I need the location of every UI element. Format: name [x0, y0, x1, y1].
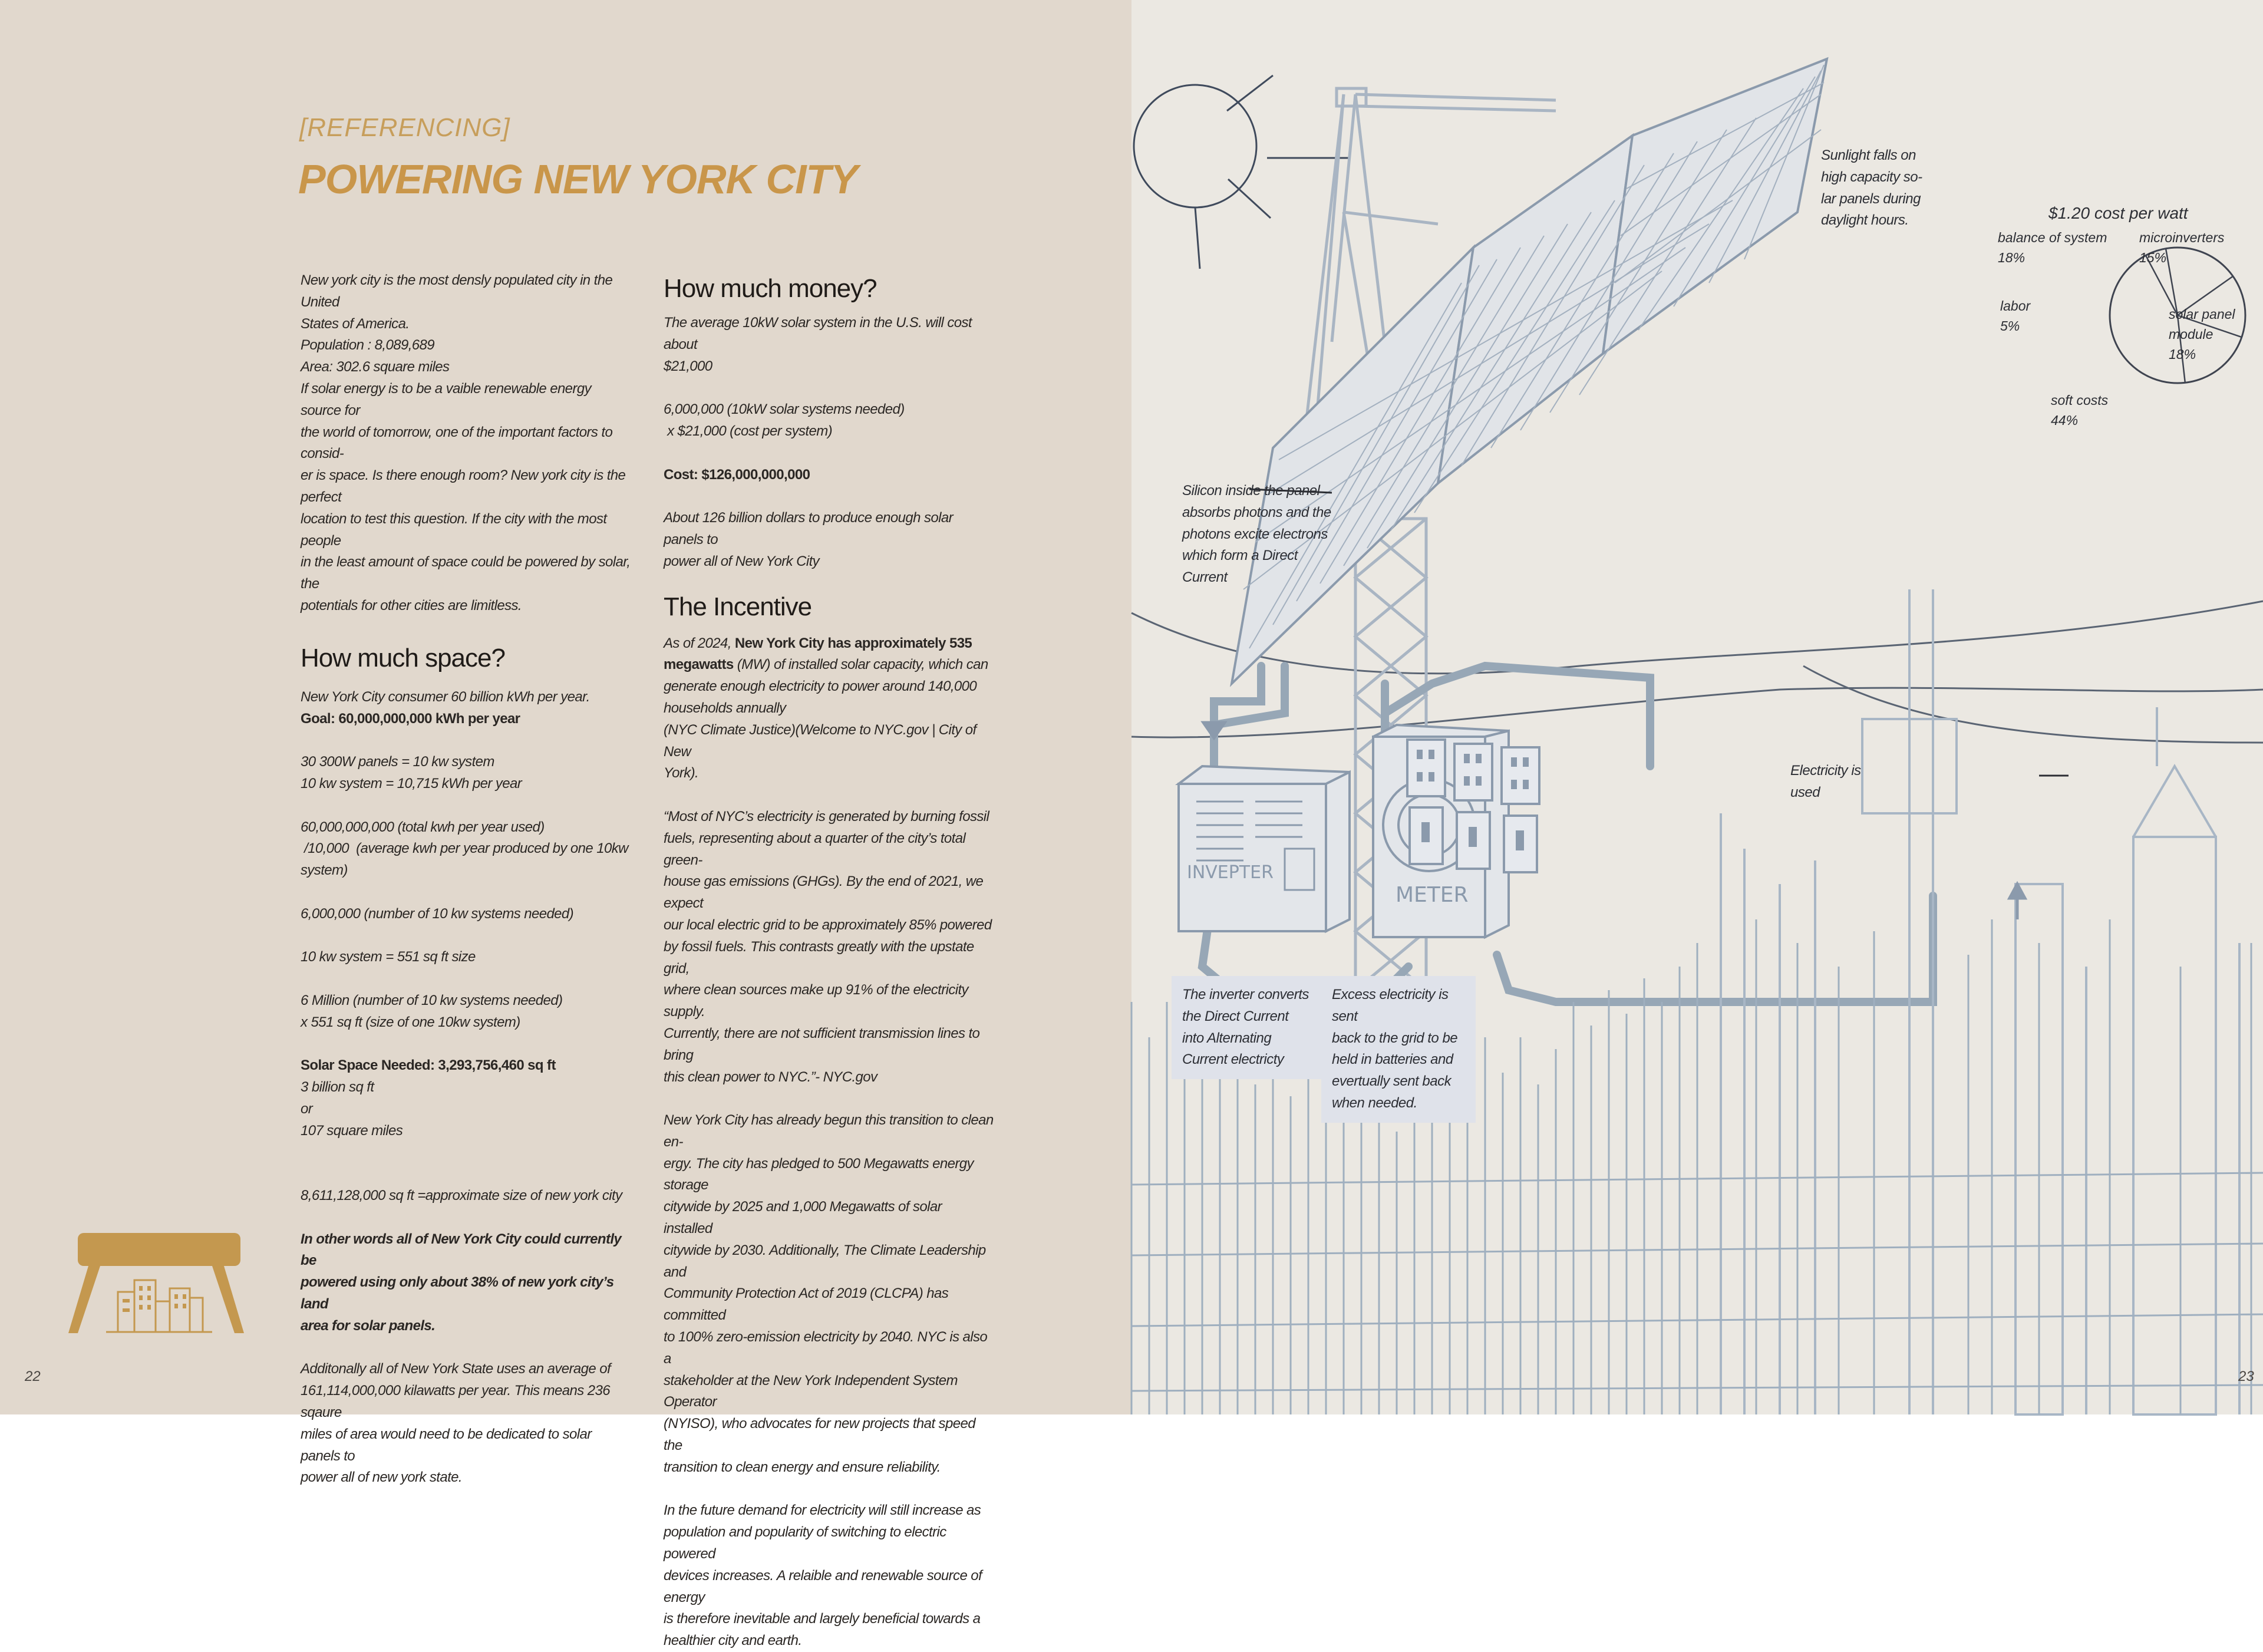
intro-line: the world of tomorrow, one of the important factors to consid-: [301, 424, 613, 462]
annotation-line: The inverter converts: [1182, 987, 1309, 1003]
money-line: 6,000,000 (10kW solar systems needed): [664, 401, 905, 418]
total-line: /10,000 (average kwh per year produced by one 10kw: [301, 840, 628, 857]
page-title: POWERING NEW YORK CITY: [298, 156, 857, 202]
annotation-line: high capacity so-: [1821, 169, 1922, 185]
pie-label-text: microinverters: [2139, 230, 2225, 245]
bold-run: megawatts: [664, 657, 734, 673]
annotation-line: used: [1790, 784, 1820, 800]
intro-line: If solar energy is to be a vaible renewable energy source for: [301, 380, 591, 418]
state-line: Additonally all of New York State uses an average of: [301, 1361, 611, 1377]
pie-label-text: soft costs: [2051, 393, 2109, 408]
incentive-line: (NYC Climate Justice)(Welcome to NYC.gov | City of New: [664, 721, 977, 760]
future-line: healthier city and earth.: [664, 1633, 802, 1649]
money-line: power all of New York City: [664, 553, 820, 569]
approx-line: 3 billion sq ft: [301, 1079, 374, 1096]
annotation-line: the Direct Current: [1182, 1008, 1289, 1024]
right-page: [1132, 0, 2263, 1414]
intro-line: New york city is the most densly populated city in the United: [301, 272, 613, 310]
intro-line: Area: 302.6 square miles: [301, 359, 450, 375]
annotation-line: lar panels during: [1821, 190, 1921, 207]
pie-label-value: 18%: [1998, 250, 2026, 265]
annotation-line: which form a Direct: [1182, 548, 1298, 564]
table-with-city-skyline-icon: [65, 1233, 248, 1339]
pie-label-text: module: [2169, 327, 2213, 342]
electricity-annotation: [1790, 760, 1908, 804]
pie-label-text: solar panel: [2169, 306, 2235, 322]
excess-annotation: [1321, 976, 1476, 1123]
intro-line: location to test this question. If the city with the most people: [301, 510, 607, 549]
future-line: devices increases. A relaible and renewable source of energy: [664, 1567, 982, 1605]
future-line: is therefore inevitable and largely beneficial towards a: [664, 1611, 981, 1627]
total-line: system): [301, 862, 348, 879]
transition-line: Community Protection Act of 2019 (CLCPA) has committed: [664, 1285, 949, 1324]
annotation-line: photons excite electrons: [1182, 526, 1328, 542]
text-run: As of 2024,: [664, 635, 735, 651]
approx-line: 107 square miles: [301, 1122, 403, 1139]
annotation-line: evertually sent back: [1332, 1073, 1452, 1090]
conclusion-line: powered using only about 38% of new york city’s land: [301, 1274, 614, 1313]
annotation-line: into Alternating: [1182, 1030, 1272, 1046]
intro-line: in the least amount of space could be powered by solar, the: [301, 554, 631, 592]
pie-label-balance: [1998, 227, 2107, 268]
transition-line: citywide by 2030. Additionally, The Climate Leadership and: [664, 1242, 986, 1280]
transition-line: citywide by 2025 and 1,000 Megawatts of solar installed: [664, 1199, 942, 1237]
section-kicker: [REFERENCING]: [299, 113, 510, 142]
sunlight-annotation: [1821, 145, 1951, 232]
incentive-line: York).: [664, 765, 699, 782]
pie-label-module: [2169, 304, 2235, 364]
money-heading: How much money?: [664, 274, 877, 303]
quote-line: “Most of NYC’s electricity is generated by burning fossil: [664, 808, 989, 825]
sun-icon: [1134, 75, 1350, 269]
page-number-right: 23: [2238, 1369, 2254, 1384]
pie-label-value: 44%: [2051, 413, 2079, 428]
column-left: [301, 270, 631, 1489]
pie-label-labor: [2000, 296, 2030, 336]
transition-line: (NYISO), who advocates for new projects that speed the: [664, 1416, 975, 1454]
bold-run: New York City has approximately 535: [734, 635, 972, 651]
quote-line: Currently, there are not sufficient transmission lines to bring: [664, 1025, 980, 1063]
million-line: 6 Million (number of 10 kw systems needed): [301, 992, 563, 1008]
cost-line: Cost: $126,000,000,000: [664, 466, 810, 483]
incentive-line: generate enough electricity to power around 140,000: [664, 678, 977, 695]
power-lines: [1132, 601, 2263, 743]
quote-line: fuels, representing about a quarter of the city’s total green-: [664, 830, 966, 868]
pie-label-value: 18%: [2169, 347, 2196, 362]
intro-line: er is space. Is there enough room? New york city is the perfect: [301, 467, 626, 505]
goal-line: Goal: 60,000,000,000 kWh per year: [301, 710, 520, 727]
quote-line: by fossil fuels. This contrasts greatly with the upstate grid,: [664, 938, 974, 977]
pie-label-soft: [2051, 390, 2108, 430]
quote-line: this clean power to NYC.”- NYC.gov: [664, 1069, 878, 1085]
incentive-paragraph-1: [664, 654, 994, 676]
quote-line: our local electric grid to be approximately 85% powered: [664, 916, 992, 933]
page-number-left: 22: [25, 1369, 41, 1384]
inverter-annotation: [1172, 976, 1331, 1079]
annotation-line: Current: [1182, 569, 1228, 586]
pie-label-value: 15%: [2139, 250, 2167, 265]
money-line: $21,000: [664, 358, 712, 374]
annotation-line: Sunlight falls on: [1821, 147, 1916, 163]
transition-line: stakeholder at the New York Independent System Operator: [664, 1372, 958, 1410]
incentive-line: households annually: [664, 700, 786, 716]
nyc-size-line: 8,611,128,000 sq ft =approximate size of new york city: [301, 1188, 622, 1204]
approx-line: or: [301, 1100, 313, 1117]
transition-line: to 100% zero-emission electricity by 2040. NYC is also a: [664, 1329, 988, 1367]
silicon-annotation: [1182, 480, 1353, 589]
future-line: In the future demand for electricity will still increase as: [664, 1502, 981, 1519]
meter-label: METER: [1396, 883, 1469, 907]
pie-label-text: labor: [2000, 298, 2031, 314]
pie-label-text: balance of system: [1998, 230, 2107, 245]
incentive-heading: The Incentive: [664, 592, 812, 621]
annotation-line: Current electricty: [1182, 1051, 1284, 1068]
intro-line: States of America.: [301, 315, 410, 332]
future-line: population and popularity of switching to electric powered: [664, 1524, 946, 1562]
annotation-line: Excess electricity is sent: [1332, 987, 1449, 1024]
quote-line: where clean sources make up 91% of the electricity supply.: [664, 982, 968, 1020]
space-needed-line: Solar Space Needed: 3,293,756,460 sq ft: [301, 1057, 556, 1074]
panels-line: 30 300W panels = 10 kw system: [301, 754, 494, 770]
money-line: x $21,000 (cost per system): [664, 423, 832, 439]
systems-needed-line: 6,000,000 (number of 10 kw systems needed): [301, 905, 574, 922]
transition-line: transition to clean energy and ensure reliability.: [664, 1459, 941, 1475]
space-heading: How much space?: [301, 643, 505, 672]
system-size-line: 10 kw system = 551 sq ft size: [301, 949, 476, 965]
annotation-line: daylight hours.: [1821, 212, 1909, 229]
transition-line: ergy. The city has pledged to 500 Megawatts energy storage: [664, 1155, 974, 1193]
text-run: (MW) of installed solar capacity, which can: [733, 657, 988, 673]
intro-line: Population : 8,089,689: [301, 337, 434, 354]
annotation-line: held in batteries and: [1332, 1051, 1453, 1068]
state-line: power all of new york state.: [301, 1469, 463, 1486]
annotation-line: back to the grid to be: [1332, 1030, 1458, 1046]
annotation-line: Electricity is: [1790, 763, 1861, 779]
inverter-label: INVEPTER: [1187, 862, 1274, 883]
incentive-paragraph-1: [664, 633, 994, 655]
conclusion-line: area for solar panels.: [301, 1317, 436, 1334]
money-line: About 126 billion dollars to produce enough solar panels to: [664, 510, 953, 548]
panels-line: 10 kw system = 10,715 kWh per year: [301, 775, 522, 792]
pie-title: $1.20 cost per watt: [2048, 204, 2188, 222]
conclusion-line: In other words all of New York City could currently be: [301, 1231, 622, 1269]
consumption-line: New York City consumer 60 billion kWh per year.: [301, 688, 590, 705]
pie-label-micro: [2139, 227, 2224, 268]
money-line: The average 10kW solar system in the U.S. will cost about: [664, 315, 972, 352]
annotation-line: absorbs photons and the: [1182, 504, 1331, 520]
annotation-line: when needed.: [1332, 1094, 1417, 1111]
state-line: 161,114,000,000 kilawatts per year. This means 236 sqaure: [301, 1383, 611, 1421]
annotation-line: Silicon inside the panel: [1182, 483, 1320, 499]
million-line: x 551 sq ft (size of one 10kw system): [301, 1014, 520, 1030]
state-line: miles of area would need to be dedicated to solar panels to: [301, 1426, 592, 1464]
pie-label-value: 5%: [2000, 318, 2020, 334]
transition-line: New York City has already begun this transition to clean en-: [664, 1112, 994, 1150]
left-page: [0, 0, 1132, 1649]
quote-line: house gas emissions (GHGs). By the end of 2021, we expect: [664, 873, 984, 912]
total-line: 60,000,000,000 (total kwh per year used): [301, 819, 545, 835]
column-right: [664, 272, 994, 1652]
intro-line: potentials for other cities are limitless.: [301, 597, 522, 614]
